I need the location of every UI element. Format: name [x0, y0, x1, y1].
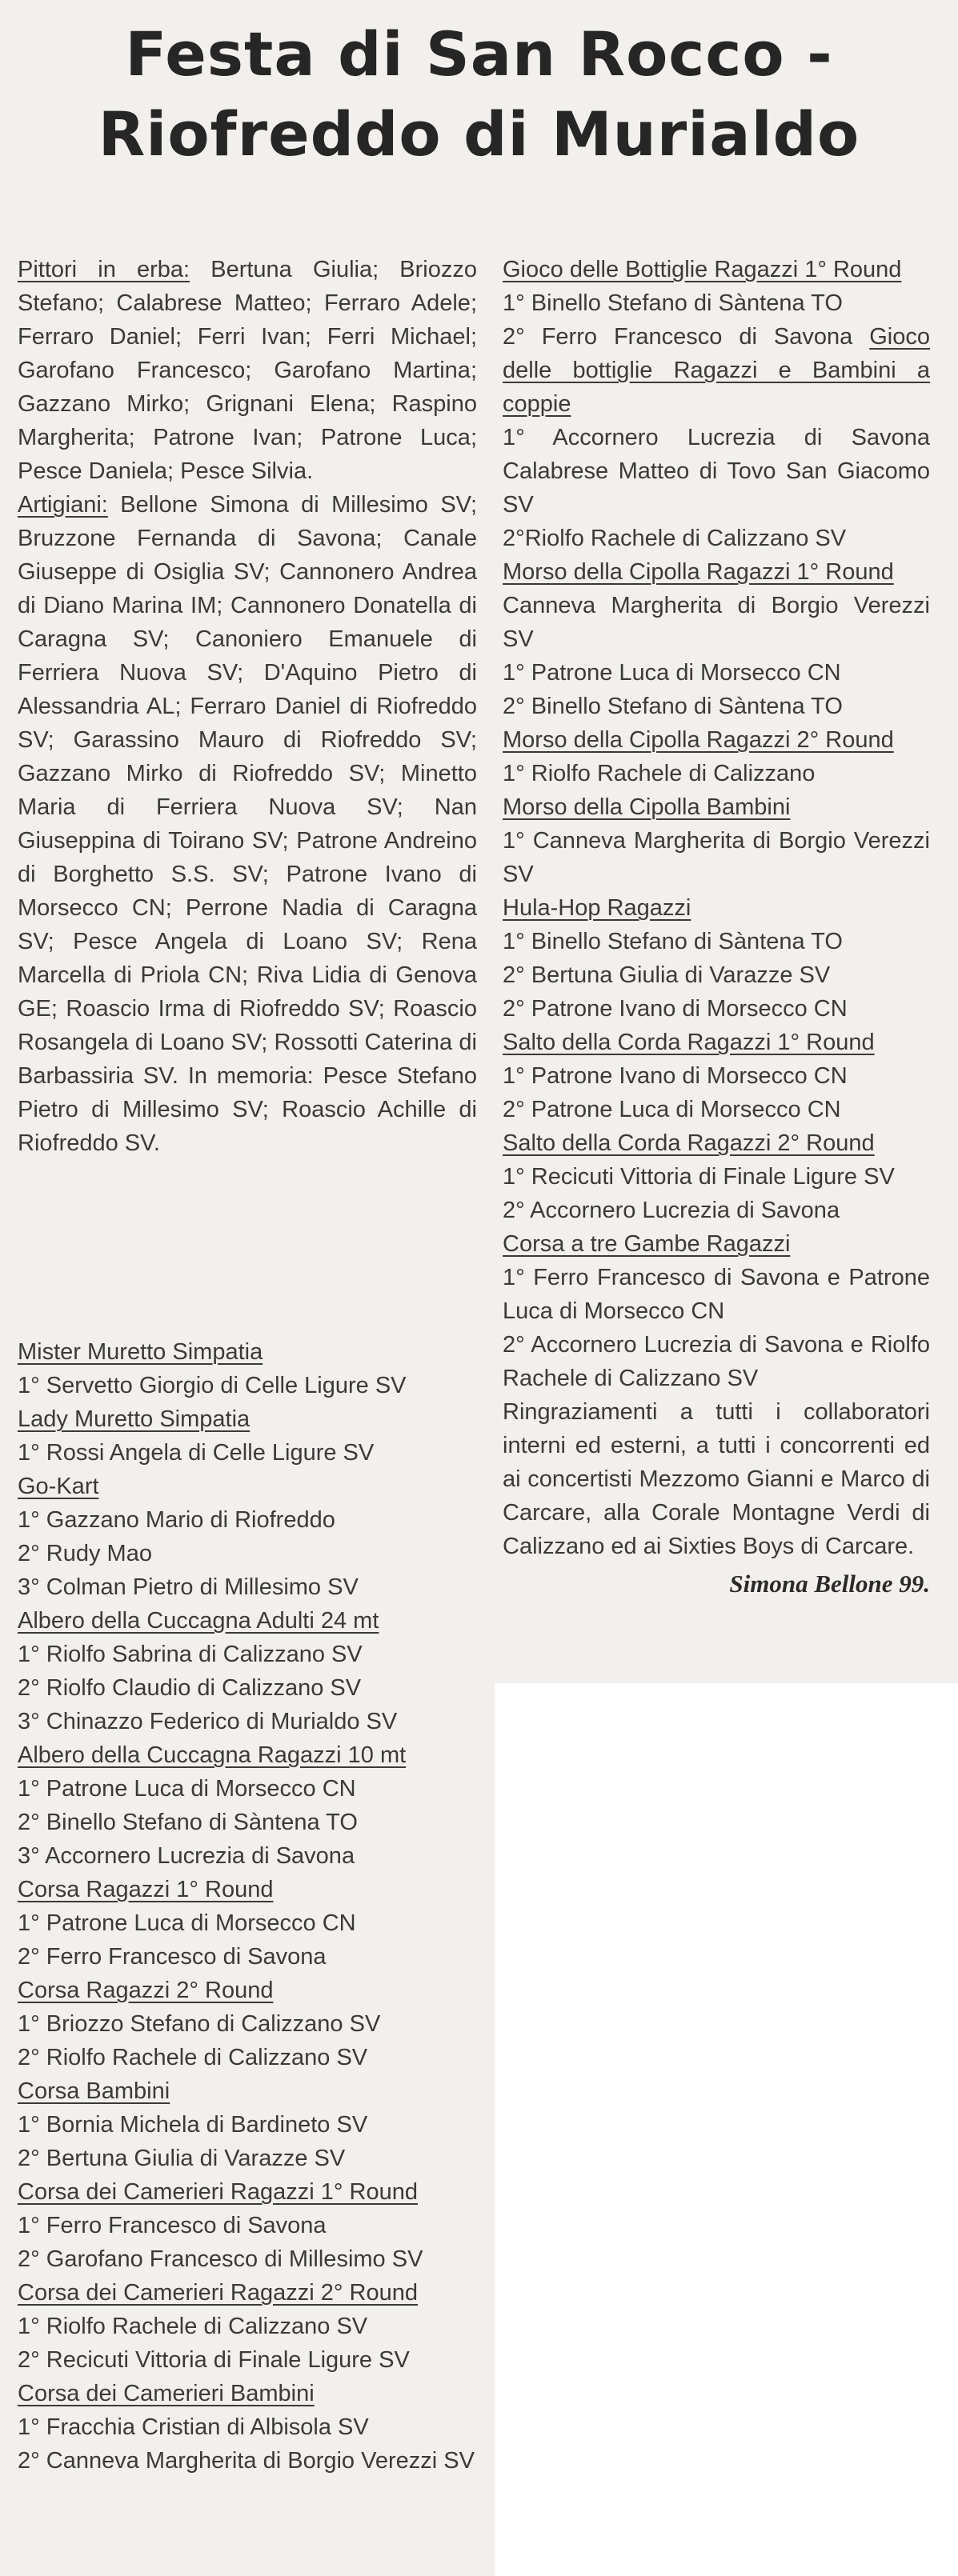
title-line-1: Festa di San Rocco - — [125, 18, 833, 90]
result-section — [18, 1738, 477, 1873]
artigiani-names: Bellone Simona di Millesimo SV; Bruzzone Fernanda di Savona; Canale Giuseppe di Osiglia SV; Cannonero Andrea di Diano Marina IM; Cannonero Donatella di Caragna SV; Canoniero Emanuele di Ferriera Nuova SV; D'Aquino Pietro di Alessandria AL; Ferraro Daniel di Riofreddo SV; Garassino Mauro di Riofreddo SV; Gazzano Mirko di Riofreddo SV; Minetto Maria di Ferriera Nuova SV; Nan Giuseppina di Toirano SV; Patrone Andreino di Borghetto S.S. SV; Patrone Ivano di Morsecco CN; Perrone Nadia di Caragna SV; Pesce Angela di Loano SV; Rena Marcella di Priola CN; Riva Lidia di Genova GE; Roascio Irma di Riofreddo SV; Roascio Rosangela di Loano SV; Rossotti Caterina di Barbassiria SV. In memoria: Pesce Stefano Pietro di Millesimo SV; Roascio Achille di Riofreddo SV. — [18, 492, 477, 1156]
result-line: 1° Binello Stefano di Sàntena TO — [503, 929, 843, 954]
right-column-results — [503, 253, 930, 1602]
result-line: 1° Recicuti Vittoria di Finale Ligure SV — [503, 1164, 895, 1190]
result-section — [503, 790, 930, 891]
result-line: 2° Binello Stefano di Sàntena TO — [18, 1810, 358, 1835]
result-line: 1° Patrone Luca di Morsecco CN — [18, 1910, 356, 1936]
result-heading: Salto della Corda Ragazzi 1° Round — [503, 1030, 875, 1055]
pittori-label: Pittori in erba: — [18, 257, 190, 282]
result-line: 2° Canneva Margherita di Borgio Verezzi SV — [18, 2448, 475, 2474]
result-heading: Go-Kart — [18, 1474, 99, 1499]
author-signature: Simona Bellone 99. — [729, 1570, 930, 1598]
result-section — [18, 1873, 477, 1974]
artigiani-label: Artigiani: — [18, 492, 108, 518]
result-heading: Mister Muretto Simpatia — [18, 1339, 263, 1365]
result-section — [503, 555, 930, 723]
result-heading: Corsa dei Camerieri Ragazzi 2° Round — [18, 2280, 418, 2306]
result-line: 2° Ferro Francesco di Savona — [18, 1944, 327, 1970]
result-line: 1° Riolfo Rachele di Calizzano SV — [18, 2314, 368, 2339]
result-heading-inline: Gioco delle bottiglie Ragazzi e Bambini a coppie — [503, 324, 930, 417]
result-section — [503, 1026, 930, 1126]
article-title — [0, 14, 958, 174]
title-line-2: Riofreddo di Murialdo — [98, 98, 860, 170]
result-line: 1° Binello Stefano di Sàntena TO — [503, 290, 843, 316]
result-heading: Morso della Cipolla Bambini — [503, 794, 791, 820]
pittori-names: Bertuna Giulia; Briozzo Stefano; Calabrese Matteo; Ferraro Adele; Ferraro Daniel; Ferri Ivan; Ferri Michael; Garofano Francesco; Garofano Martina; Gazzano Mirko; Grignani Elena; Raspino Margherita; Patrone Ivan; Patrone Luca; Pesce Daniela; Pesce Silvia. — [18, 257, 477, 484]
result-section — [503, 1126, 930, 1227]
result-line: 1° Ferro Francesco di Savona — [18, 2213, 327, 2238]
left-column-results — [18, 1335, 477, 2478]
result-heading: Albero della Cuccagna Ragazzi 10 mt — [18, 1742, 407, 1768]
result-heading: Corsa dei Camerieri Bambini — [18, 2381, 315, 2406]
result-section — [503, 891, 930, 1026]
result-line: 1° Patrone Luca di Morsecco CN — [503, 660, 841, 686]
result-line: 1° Accornero Lucrezia di Savona Calabrese Matteo di Tovo San Giacomo SV — [503, 425, 930, 518]
result-line-text: 2° Ferro Francesco di Savona — [503, 324, 870, 350]
result-line: 2° Bertuna Giulia di Varazze SV — [18, 2146, 346, 2171]
result-heading: Corsa Ragazzi 1° Round — [18, 1877, 274, 1902]
result-heading: Corsa dei Camerieri Ragazzi 1° Round — [18, 2179, 418, 2205]
result-section — [18, 1335, 477, 1402]
result-line: 2° Patrone Ivano di Morsecco CN — [503, 996, 848, 1022]
result-line: 1° Riolfo Rachele di Calizzano — [503, 761, 816, 786]
result-section — [18, 2175, 477, 2276]
result-line: 2° Accornero Lucrezia di Savona e Riolfo Rachele di Calizzano SV — [503, 1332, 930, 1391]
result-line: 2° Rudy Mao — [18, 1541, 152, 1566]
left-column-participants — [18, 253, 477, 1160]
thanks-paragraph: Ringraziamenti a tutti i collaboratori interni ed esterni, a tutti i concorrenti ed ai concertisti Mezzomo Gianni e Marco di Carcare, alla Corale Montagne Verdi di Calizzano ed ai Sixties Boys di Carcare. — [503, 1399, 930, 1559]
result-line: 1° Ferro Francesco di Savona e Patrone Luca di Morsecco CN — [503, 1265, 930, 1324]
result-section — [18, 1604, 477, 1738]
result-line: 1° Riolfo Sabrina di Calizzano SV — [18, 1642, 363, 1667]
result-heading: Gioco delle Bottiglie Ragazzi 1° Round — [503, 257, 902, 282]
result-line: 1° Briozzo Stefano di Calizzano SV — [18, 2011, 381, 2037]
result-line: 2° Binello Stefano di Sàntena TO — [503, 694, 843, 719]
result-section — [18, 2377, 477, 2478]
result-section — [18, 1402, 477, 1470]
result-line: 2° Accornero Lucrezia di Savona — [503, 1198, 840, 1223]
result-section — [503, 253, 930, 555]
result-heading: Salto della Corda Ragazzi 2° Round — [503, 1130, 875, 1156]
result-line — [503, 320, 930, 421]
pittori-paragraph — [18, 253, 477, 488]
result-heading: Corsa Bambini — [18, 2078, 170, 2104]
result-line: 1° Bornia Michela di Bardineto SV — [18, 2112, 368, 2138]
result-section — [18, 1470, 477, 1604]
result-section — [18, 1974, 477, 2074]
result-heading: Corsa Ragazzi 2° Round — [18, 1978, 274, 2003]
result-line: 3° Colman Pietro di Millesimo SV — [18, 1574, 359, 1600]
result-line: 3° Chinazzo Federico di Murialdo SV — [18, 1709, 398, 1734]
result-line: 2° Riolfo Claudio di Calizzano SV — [18, 1675, 362, 1701]
result-line: 2° Bertuna Giulia di Varazze SV — [503, 962, 831, 988]
artigiani-paragraph — [18, 488, 477, 1160]
result-line: 2°Riolfo Rachele di Calizzano SV — [503, 526, 847, 551]
result-heading: Albero della Cuccagna Adulti 24 mt — [18, 1608, 379, 1634]
result-line: 1° Patrone Ivano di Morsecco CN — [503, 1063, 848, 1089]
result-line: 2° Patrone Luca di Morsecco CN — [503, 1097, 841, 1122]
result-section — [503, 1227, 930, 1395]
result-section — [18, 2074, 477, 2175]
result-line: 2° Riolfo Rachele di Calizzano SV — [18, 2045, 368, 2070]
result-heading: Morso della Cipolla Ragazzi 1° Round — [503, 559, 894, 585]
result-line: 1° Fracchia Cristian di Albisola SV — [18, 2414, 369, 2440]
result-line: 1° Servetto Giorgio di Celle Ligure SV — [18, 1373, 407, 1398]
result-line: 1° Rossi Angela di Celle Ligure SV — [18, 1440, 375, 1466]
result-line: 3° Accornero Lucrezia di Savona — [18, 1843, 355, 1869]
result-section — [18, 2276, 477, 2377]
result-heading: Lady Muretto Simpatia — [18, 1406, 251, 1432]
result-line: 1° Gazzano Mario di Riofreddo — [18, 1507, 335, 1533]
result-heading: Hula-Hop Ragazzi — [503, 895, 691, 921]
result-section — [503, 723, 930, 790]
result-line: 1° Canneva Margherita di Borgio Verezzi SV — [503, 828, 930, 887]
result-line: 2° Garofano Francesco di Millesimo SV — [18, 2246, 423, 2272]
blank-corner — [495, 1683, 958, 2576]
result-heading: Morso della Cipolla Ragazzi 2° Round — [503, 727, 894, 753]
result-heading: Corsa a tre Gambe Ragazzi — [503, 1231, 791, 1257]
result-line: Canneva Margherita di Borgio Verezzi SV — [503, 593, 930, 652]
result-line: 1° Patrone Luca di Morsecco CN — [18, 1776, 356, 1802]
result-line: 2° Recicuti Vittoria di Finale Ligure SV — [18, 2347, 410, 2373]
